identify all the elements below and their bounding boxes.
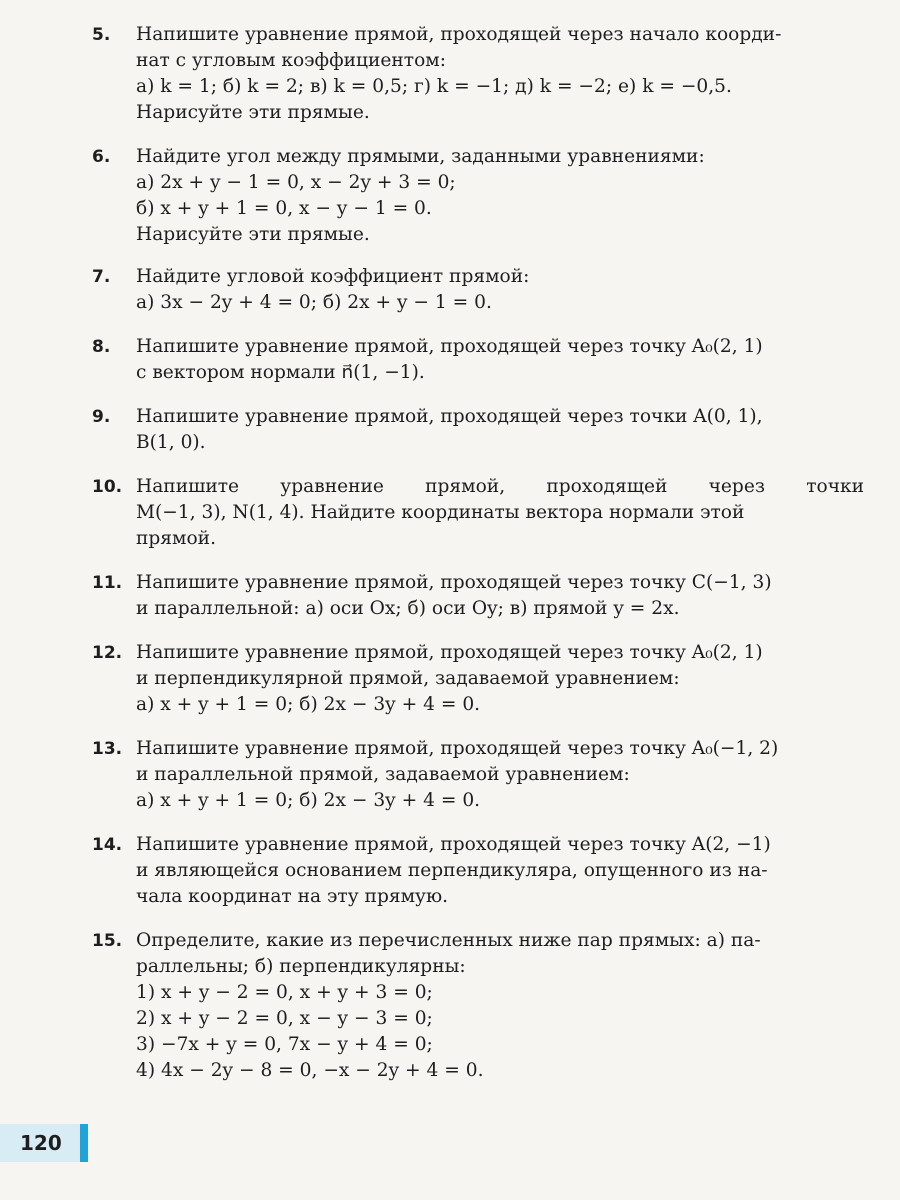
problem-line: Напишите уравнение прямой, проходящей через точку A₀(2, 1) bbox=[136, 642, 763, 663]
problem-13 bbox=[92, 736, 864, 814]
problem-text bbox=[136, 22, 864, 126]
problem-text bbox=[136, 264, 864, 316]
problem-number: 11. bbox=[92, 573, 123, 593]
problem-line: 1) x + y − 2 = 0, x + y + 3 = 0; bbox=[136, 982, 433, 1003]
problem-line: а) x + y + 1 = 0; б) 2x − 3y + 4 = 0. bbox=[136, 790, 481, 811]
problem-line: Найдите угол между прямыми, заданными уравнениями: bbox=[136, 146, 705, 167]
problem-line: б) x + y + 1 = 0, x − y − 1 = 0. bbox=[136, 198, 432, 219]
problem-line: Нарисуйте эти прямые. bbox=[136, 224, 370, 245]
problem-line: Напишите уравнение прямой, проходящей через точку C(−1, 3) bbox=[136, 572, 772, 593]
problem-line: а) 2x + y − 1 = 0, x − 2y + 3 = 0; bbox=[136, 172, 456, 193]
problem-line: раллельны; б) перпендикулярны: bbox=[136, 956, 466, 977]
problem-number: 13. bbox=[92, 739, 123, 759]
problem-number: 6. bbox=[92, 147, 111, 167]
page-accent-bar bbox=[80, 1124, 88, 1162]
problem-text bbox=[136, 144, 864, 248]
problem-text bbox=[136, 334, 864, 386]
problem-line: а) 3x − 2y + 4 = 0; б) 2x + y − 1 = 0. bbox=[136, 292, 492, 313]
problem-14 bbox=[92, 832, 864, 910]
problem-7 bbox=[92, 264, 864, 316]
problem-line: и являющейся основанием перпендикуляра, опущенного из на- bbox=[136, 860, 768, 881]
problem-5 bbox=[92, 22, 864, 126]
problem-text bbox=[136, 640, 864, 718]
problem-10 bbox=[92, 474, 864, 552]
problem-15 bbox=[92, 928, 864, 1084]
problem-line: прямой. bbox=[136, 528, 216, 549]
problem-number: 15. bbox=[92, 931, 123, 951]
problem-line: Нарисуйте эти прямые. bbox=[136, 102, 370, 123]
problem-line: B(1, 0). bbox=[136, 432, 206, 453]
problem-line: и перпендикулярной прямой, задаваемой уравнением: bbox=[136, 668, 680, 689]
problem-line: Определите, какие из перечисленных ниже пар прямых: а) па- bbox=[136, 930, 761, 951]
problem-8 bbox=[92, 334, 864, 386]
problem-number: 14. bbox=[92, 835, 123, 855]
problem-line: Напишите уравнение прямой, проходящей через точки bbox=[136, 476, 864, 497]
problem-line: 2) x + y − 2 = 0, x − y − 3 = 0; bbox=[136, 1008, 433, 1029]
problem-line: и параллельной прямой, задаваемой уравнением: bbox=[136, 764, 630, 785]
problem-line: а) x + y + 1 = 0; б) 2x − 3y + 4 = 0. bbox=[136, 694, 481, 715]
problem-text bbox=[136, 928, 864, 1084]
problem-list bbox=[92, 22, 864, 1084]
problem-line: и параллельной: а) оси Ox; б) оси Oy; в) прямой y = 2x. bbox=[136, 598, 680, 619]
problem-text bbox=[136, 404, 864, 456]
problem-number: 7. bbox=[92, 267, 111, 287]
problem-line: а) k = 1; б) k = 2; в) k = 0,5; г) k = −1; д) k = −2; е) k = −0,5. bbox=[136, 76, 732, 97]
problem-text bbox=[136, 832, 864, 910]
problem-6 bbox=[92, 144, 864, 248]
problem-number: 10. bbox=[92, 477, 123, 497]
problem-line: Напишите уравнение прямой, проходящей через начало коорди- bbox=[136, 24, 782, 45]
problem-number: 12. bbox=[92, 643, 123, 663]
problem-line: чала координат на эту прямую. bbox=[136, 886, 449, 907]
problem-line: 3) −7x + y = 0, 7x − y + 4 = 0; bbox=[136, 1034, 433, 1055]
problem-text bbox=[136, 736, 864, 814]
problem-line: Найдите угловой коэффициент прямой: bbox=[136, 266, 530, 287]
problem-number: 5. bbox=[92, 25, 111, 45]
problem-line: Напишите уравнение прямой, проходящей через точки A(0, 1), bbox=[136, 406, 763, 427]
problem-line: M(−1, 3), N(1, 4). Найдите координаты вектора нормали этой bbox=[136, 502, 745, 523]
page-number: 120 bbox=[20, 1131, 62, 1155]
problem-line: нат с угловым коэффициентом: bbox=[136, 50, 447, 71]
problem-line: Напишите уравнение прямой, проходящей через точку A₀(−1, 2) bbox=[136, 738, 779, 759]
problem-text bbox=[136, 570, 864, 622]
problem-9 bbox=[92, 404, 864, 456]
problem-number: 9. bbox=[92, 407, 111, 427]
problem-11 bbox=[92, 570, 864, 622]
problem-line: с вектором нормали n⃗(1, −1). bbox=[136, 362, 425, 383]
problem-number: 8. bbox=[92, 337, 111, 357]
problem-line: Напишите уравнение прямой, проходящей через точку A₀(2, 1) bbox=[136, 336, 763, 357]
problem-12 bbox=[92, 640, 864, 718]
problem-line: Напишите уравнение прямой, проходящей через точку A(2, −1) bbox=[136, 834, 771, 855]
problem-line: 4) 4x − 2y − 8 = 0, −x − 2y + 4 = 0. bbox=[136, 1060, 484, 1081]
problem-text bbox=[136, 474, 864, 552]
